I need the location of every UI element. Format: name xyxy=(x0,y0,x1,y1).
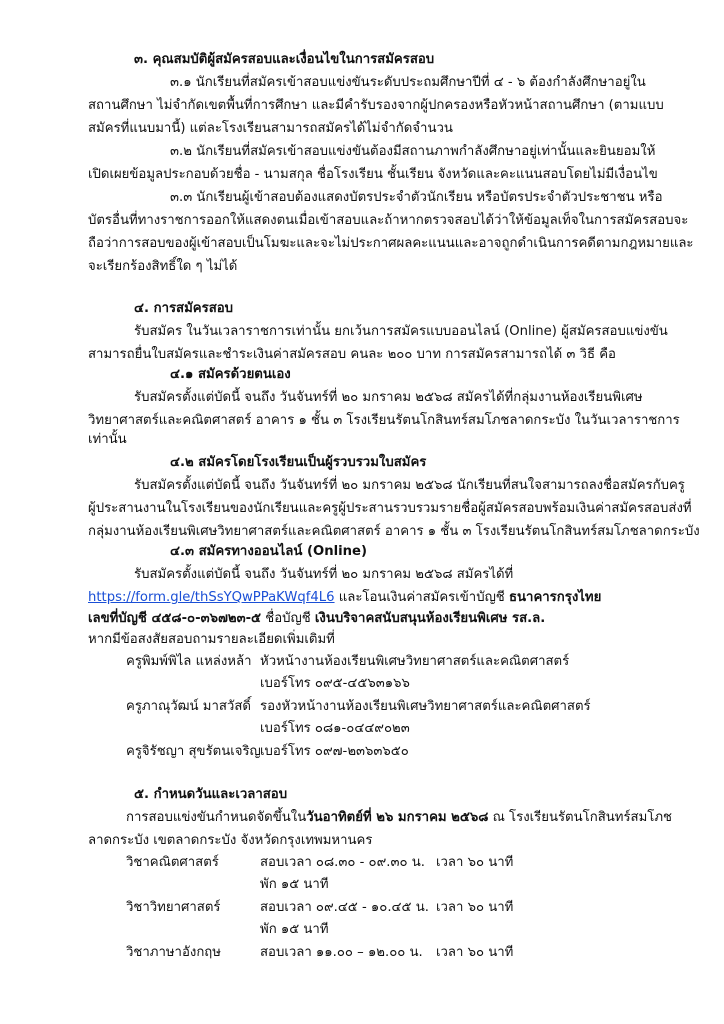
exam-date: วันอาทิตย์ที่ ๒๖ มกราคม ๒๕๖๘ xyxy=(306,810,489,825)
subsection-4-3-line: รับสมัครตั้งแต่บัดนี้ จนถึง วันจันทร์ที่ ๒๐ มกราคม ๒๕๖๘ สมัครได้ที่ xyxy=(134,567,514,582)
contact-phone: เบอร์โทร ๐๘๑-๐๔๔๙๐๒๓ xyxy=(260,721,410,736)
section-5-line xyxy=(126,808,672,828)
schedule-subject: วิชาภาษาอังกฤษ xyxy=(126,945,221,960)
subsection-4-1-line: เท่านั้น xyxy=(88,432,127,447)
schedule-subject: วิชาวิทยาศาสตร์ xyxy=(126,900,221,915)
subsection-4-3-heading: ๔.๓ สมัครทางออนไลน์ (Online) xyxy=(170,544,367,559)
account-number: เลขที่บัญชี ๔๕๘-๐-๓๖๗๒๓-๕ xyxy=(88,611,262,626)
schedule-time: สอบเวลา ๑๑.๐๐ – ๑๒.๐๐ น. xyxy=(260,945,423,960)
subsection-4-1-line: วิทยาศาสตร์และคณิตศาสตร์ อาคาร ๑ ชั้น ๓ โรงเรียนรัตนโกสินทร์สมโภชลาดกระบัง ในวันเวลาราชการ xyxy=(88,413,680,428)
bank-name: ธนาคารกรุงไทย xyxy=(508,590,602,605)
contact-phone: เบอร์โทร ๐๙๕-๔๕๖๓๑๖๖ xyxy=(260,676,410,691)
para-3-2-line: ๓.๒ นักเรียนที่สมัครเข้าสอบแข่งขันต้องมีสถานภาพกำลังศึกษาอยู่เท่านั้นและยินยอมให้ xyxy=(170,144,656,159)
para-3-1-line: สมัครที่แนบมานี้) แต่ละโรงเรียนสามารถสมัครได้ไม่จำกัดจำนวน xyxy=(88,121,453,136)
schedule-subject: วิชาคณิตศาสตร์ xyxy=(126,855,219,870)
inquiry-line: หากมีข้อสงสัยสอบถามรายละเอียดเพิ่มเติมที่ xyxy=(88,632,335,647)
subsection-4-2-line: รับสมัครตั้งแต่บัดนี้ จนถึง วันจันทร์ที่ ๒๐ มกราคม ๒๕๖๘ นักเรียนที่สนใจสามารถลงชื่อสมัครกับครู xyxy=(134,478,685,493)
registration-form-link[interactable]: https://form.gle/thSsYQwPPaKWqf4L6 xyxy=(88,590,335,605)
para-3-3-line: บัตรอื่นที่ทางราชการออกให้แสดงตนเมื่อเข้าสอบและถ้าหากตรวจสอบได้ว่าให้ข้อมูลเท็จในการสมัครสอบจะ xyxy=(88,213,689,228)
exam-venue: ณ โรงเรียนรัตนโกสินทร์สมโภช xyxy=(492,810,673,825)
para-3-3-line: ๓.๓ นักเรียนผู้เข้าสอบต้องแสดงบัตรประจำตัวนักเรียน หรือบัตรประจำตัวประชาชน หรือ xyxy=(170,190,663,205)
schedule-break: พัก ๑๕ นาที xyxy=(260,877,329,892)
section-5-heading: ๕. กำหนดวันและเวลาสอบ xyxy=(134,787,288,802)
schedule-time: สอบเวลา ๐๙.๔๕ - ๑๐.๔๕ น. xyxy=(260,900,429,915)
schedule-duration: เวลา ๖๐ นาที xyxy=(436,900,514,915)
subsection-4-2-line: ผู้ประสานงานในโรงเรียนของนักเรียนและครูผู้ประสานรวบรวมรายชื่อผู้สมัครสอบพร้อมเงินค่าสมัครสอบส่งที่ xyxy=(88,501,692,516)
contact-phone: เบอร์โทร ๐๙๗-๒๓๖๓๖๕๐ xyxy=(260,744,409,759)
contact-role: รองหัวหน้างานห้องเรียนพิเศษวิทยาศาสตร์และคณิตศาสตร์ xyxy=(260,699,591,714)
schedule-duration: เวลา ๖๐ นาที xyxy=(436,945,514,960)
subsection-4-2-heading: ๔.๒ สมัครโดยโรงเรียนเป็นผู้รวบรวมใบสมัคร xyxy=(170,455,427,470)
schedule-break: พัก ๑๕ นาที xyxy=(260,922,329,937)
para-3-3-line: ถือว่าการสอบของผู้เข้าสอบเป็นโมฆะและจะไม่ประกาศผลคะแนนและอาจถูกดำเนินการคดีตามกฎหมายและ xyxy=(88,236,694,251)
account-name-label: ชื่อบัญชี xyxy=(265,611,311,626)
transfer-text: และโอนเงินค่าสมัครเข้าบัญชี xyxy=(338,590,505,605)
para-3-1-line: ๓.๑ นักเรียนที่สมัครเข้าสอบแข่งขันระดับประถมศึกษาปีที่ ๔ - ๖ ต้องกำลังศึกษาอยู่ใน xyxy=(170,75,646,90)
schedule-duration: เวลา ๖๐ นาที xyxy=(436,855,514,870)
subsection-4-1-line: รับสมัครตั้งแต่บัดนี้ จนถึง วันจันทร์ที่ ๒๐ มกราคม ๒๕๖๘ สมัครได้ที่กลุ่มงานห้องเรียนพิเศษ xyxy=(134,390,643,405)
section-4-heading: ๔. การสมัครสอบ xyxy=(134,301,234,316)
contact-name: ครูจิรัชญา สุขรัตนเจริญ xyxy=(126,744,261,759)
account-name: เงินบริจาคสนับสนุนห้องเรียนพิเศษ รส.ล. xyxy=(314,611,546,626)
subsection-4-2-line: กลุ่มงานห้องเรียนพิเศษวิทยาศาสตร์และคณิตศาสตร์ อาคาร ๑ ชั้น ๓ โรงเรียนรัตนโกสินทร์สมโภชลาดกระบัง xyxy=(88,524,700,539)
contact-name: ครูพิมพ์พิไล แหล่งหล้า xyxy=(126,654,252,669)
subsection-4-1-heading: ๔.๑ สมัครด้วยตนเอง xyxy=(170,367,291,382)
exam-intro: การสอบแข่งขันกำหนดจัดขึ้นใน xyxy=(126,810,307,825)
para-3-1-line: สถานศึกษา ไม่จำกัดเขตพื้นที่การศึกษา และมีคำรับรองจากผู้ปกครองหรือหัวหน้าสถานศึกษา (ตามแบบ xyxy=(88,98,664,113)
schedule-time: สอบเวลา ๐๘.๓๐ - ๐๙.๓๐ น. xyxy=(260,855,425,870)
account-line xyxy=(88,609,545,629)
section-4-intro-line: รับสมัคร ในวันเวลาราชการเท่านั้น ยกเว้นการสมัครแบบออนไลน์ (Online) ผู้สมัครสอบแข่งขัน xyxy=(134,324,668,339)
subsection-4-3-link-line xyxy=(88,588,601,608)
para-3-3-line: จะเรียกร้องสิทธิ์ใด ๆ ไม่ได้ xyxy=(88,259,238,274)
para-3-2-line: เปิดเผยข้อมูลประกอบด้วยชื่อ - นามสกุล ชื่อโรงเรียน ชั้นเรียน จังหวัดและคะแนนสอบโดยไม่มีเงื่อนไข xyxy=(88,167,658,182)
contact-name: ครูภาณุวัฒน์ มาสวัสดิ์ xyxy=(126,699,251,714)
contact-role: หัวหน้างานห้องเรียนพิเศษวิทยาศาสตร์และคณิตศาสตร์ xyxy=(260,654,570,669)
section-4-intro-line: สามารถยื่นใบสมัครและชำระเงินค่าสมัครสอบ คนละ ๒๐๐ บาท การสมัครสามารถได้ ๓ วิธี คือ xyxy=(88,347,616,362)
section-3-heading: ๓. คุณสมบัติผู้สมัครสอบและเงื่อนไขในการสมัครสอบ xyxy=(134,52,435,67)
section-5-line: ลาดกระบัง เขตลาดกระบัง จังหวัดกรุงเทพมหานคร xyxy=(88,833,373,848)
